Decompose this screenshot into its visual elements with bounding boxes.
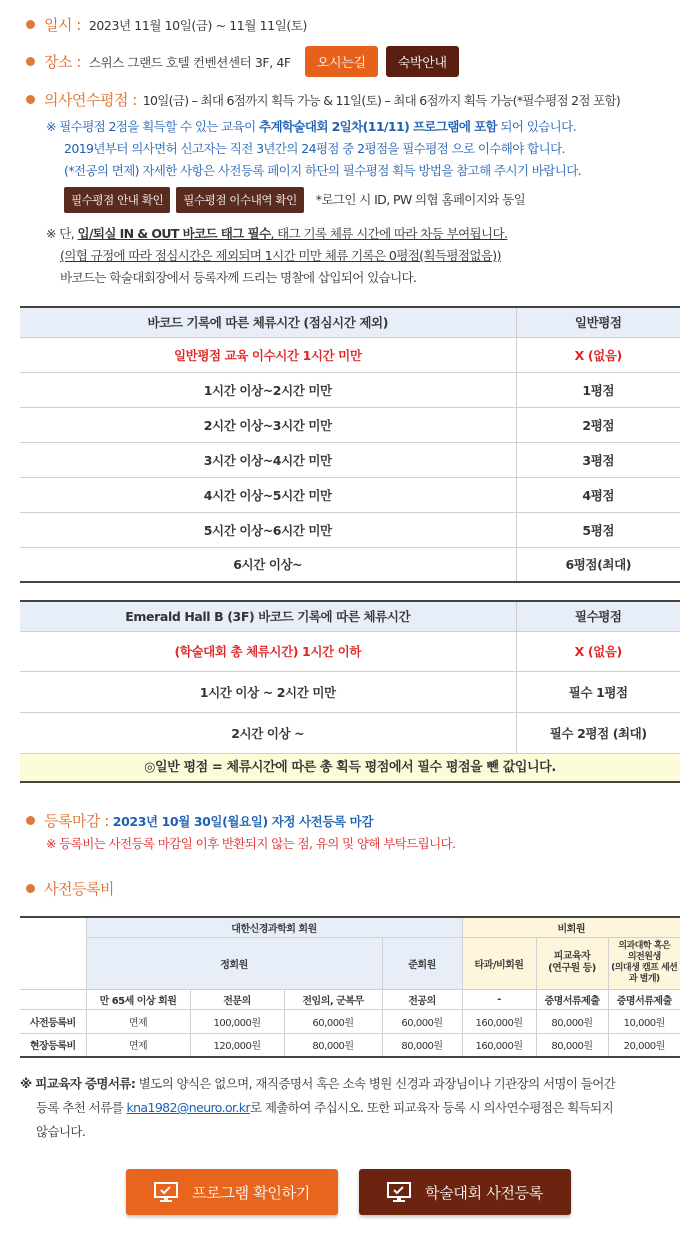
points-formula-note: ◎일반 평점 = 체류시간에 따른 총 획득 평점에서 필수 평점을 뺀 값입니다. [20,753,680,783]
fee-associate-header: 준회원 [382,937,462,989]
deadline-label: 등록마감 : [44,812,109,830]
fee-cell: 80,000원 [382,1033,462,1057]
venue-row [26,46,459,77]
note-text: ※ 단, [46,226,78,241]
table-cell: 1시간 이상 ~ 2시간 미만 [20,671,516,712]
mandatory-points-table [20,600,680,754]
register-button-label: 학술대회 사전등록 [425,1183,543,1202]
venue-label: 장소 : [44,53,81,71]
table-row [20,631,680,671]
barcode-note-line2: (의협 규정에 따라 점심시간은 제외되며 1시간 미만 체류 기록은 0평점(획득평점없음)) [60,248,501,263]
fee-trainee-header: 피교육자 (연구원 등) [536,937,608,989]
lodging-button[interactable]: 숙박안내 [386,46,459,77]
fee-corner [20,917,86,989]
fee-cell: 10,000원 [608,1009,680,1033]
fee-table [20,916,680,1058]
table-cell: 2시간 이상~3시간 미만 [20,407,516,442]
bullet-dot [26,57,35,66]
fee-group-row [20,917,680,937]
register-button[interactable] [359,1169,571,1215]
table-cell: 6시간 이상~ [20,547,516,582]
barcode-note-line1 [46,223,507,245]
fee-other-dept-header: 타과/비회원 [462,937,536,989]
table-row [20,442,680,477]
fee-cell: 60,000원 [284,1009,382,1033]
program-button[interactable] [126,1169,338,1215]
trainee-note-line3: 않습니다. [36,1124,86,1139]
table-row [20,712,680,753]
table-cell: 4시간 이상~5시간 미만 [20,477,516,512]
fee-cell: 120,000원 [190,1033,284,1057]
fee-cell: 20,000원 [608,1033,680,1057]
table-row [20,512,680,547]
note-emphasis: 추계학술대회 2일차(11/11) 프로그램에 포함 [258,119,498,134]
fee-cell: 80,000원 [536,1009,608,1033]
table-header: 필수평점 [516,601,680,631]
fee-subheader: 전공의 [382,989,462,1009]
table-cell: 일반평점 교육 이수시간 1시간 미만 [20,337,516,372]
deadline-row [26,810,373,831]
note-emphasis: 입/퇴실 IN & OUT 바코드 태그 필수 [77,226,271,241]
fee-cell: 면제 [86,1009,190,1033]
date-value: 2023년 11월 10일(금) ~ 11월 11일(토) [88,17,308,33]
fee-cell: 160,000원 [462,1009,536,1033]
email-link[interactable]: kna1982@neuro.or.kr [126,1100,250,1115]
fee-subheader: 전임의, 군복무 [284,989,382,1009]
date-row [26,14,307,35]
fee-subheader: 증명서류제출 [536,989,608,1009]
trainee-note-line2 [36,1097,613,1119]
mandatory-history-button[interactable]: 필수평점 이수내역 확인 [176,187,304,213]
table-header-row [20,307,680,337]
table-header: Emerald Hall B (3F) 바코드 기록에 따른 체류시간 [20,601,516,631]
table-cell: 1평점 [516,372,680,407]
bullet-dot [26,884,35,893]
cme-label: 의사연수평점 : [44,91,137,109]
fee-cell: 80,000원 [536,1033,608,1057]
table-cell: (학술대회 총 체류시간) 1시간 이하 [20,631,516,671]
fee-subheader: 만 65세 이상 회원 [86,989,190,1009]
table-row [20,547,680,582]
fee-cell: 80,000원 [284,1033,382,1057]
table-row [20,1033,680,1057]
program-button-label: 프로그램 확인하기 [192,1183,310,1202]
deadline-value: 2023년 10월 30일(월요일) 자정 사전등록 마감 [112,813,374,829]
table-cell: 2평점 [516,407,680,442]
mandatory-info-button[interactable]: 필수평점 안내 확인 [64,187,170,213]
login-note: *로그인 시 ID, PW 의협 홈페이지와 동일 [315,192,526,207]
table-row [20,372,680,407]
table-cell: 4평점 [516,477,680,512]
table-cell: 2시간 이상 ~ [20,712,516,753]
note-text: 로 제출하여 주십시오. 또한 피교육자 등록 시 의사연수평점은 획득되지 [249,1100,614,1115]
table-cell: X (없음) [516,631,680,671]
monitor-icon [154,1182,178,1202]
fee-subheader: 전문의 [190,989,284,1009]
fee-regular-header: 정회원 [86,937,382,989]
table-cell: 5시간 이상~6시간 미만 [20,512,516,547]
table-row [20,477,680,512]
mandatory-buttons-row [64,187,525,213]
fee-row [26,878,114,899]
fee-subheader: 증명서류제출 [608,989,680,1009]
cme-value: 10일(금) – 최대 6점까지 획득 가능 & 11일(토) – 최대 6점까지 획득 가능(*필수평점 2점 포함) [142,92,620,108]
table-row [20,407,680,442]
table-cell: 1시간 이상~2시간 미만 [20,372,516,407]
note-text: 등록 추천 서류를 [36,1100,127,1115]
monitor-icon [387,1182,411,1202]
cme-row [26,89,620,110]
table-header: 일반평점 [516,307,680,337]
fee-corner [20,989,86,1009]
note-text: ※ 필수평점 2점을 획득할 수 있는 교육이 [46,119,259,134]
trainee-note-title: ※ 피교육자 증명서류: [20,1076,136,1091]
table-cell: 필수 2평점 (최대) [516,712,680,753]
fee-subheader: - [462,989,536,1009]
fee-member-group: 대한신경과학회 회원 [86,917,462,937]
note-text: 되어 있습니다. [497,119,577,134]
date-label: 일시 : [44,16,81,34]
table-header-row [20,601,680,631]
fee-row-label: 사전등록비 [20,1009,86,1033]
directions-button[interactable]: 오시는길 [305,46,378,77]
refund-note: ※ 등록비는 사전등록 마감일 이후 반환되지 않는 점, 유의 및 양해 부탁드립니다. [46,836,456,851]
table-cell: 5평점 [516,512,680,547]
mandatory-note-line1 [46,116,576,138]
bullet-dot [26,816,35,825]
note-text: 별도의 양식은 없으며, 재직증명서 혹은 소속 병원 신경과 과장님이나 기관장의 서명이 들어간 [135,1076,616,1091]
fee-category-row [20,937,680,989]
fee-cell: 160,000원 [462,1033,536,1057]
mandatory-note-line3: (*전공의 면제) 자세한 사항은 사전등록 페이지 하단의 필수평점 획득 방법을 참고해 주시기 바랍니다. [64,163,582,178]
fee-row-label: 현장등록비 [20,1033,86,1057]
fee-subheader-row [20,989,680,1009]
table-cell: 필수 1평점 [516,671,680,712]
table-cell: 6평점(최대) [516,547,680,582]
fee-cell: 100,000원 [190,1009,284,1033]
table-cell: X (없음) [516,337,680,372]
table-row [20,671,680,712]
general-points-table [20,306,680,583]
table-header: 바코드 기록에 따른 체류시간 (점심시간 제외) [20,307,516,337]
table-cell: 3시간 이상~4시간 미만 [20,442,516,477]
bullet-dot [26,20,35,29]
fee-label: 사전등록비 [44,880,114,898]
table-row [20,1009,680,1033]
fee-nonmember-group: 비회원 [462,917,680,937]
venue-value: 스위스 그랜드 호텔 컨벤션센터 3F, 4F [88,54,291,70]
fee-cell: 면제 [86,1033,190,1057]
table-row [20,337,680,372]
fee-student-header: 의과대학 혹은 의전원생 (의대생 캠프 세션 과 별개) [608,937,680,989]
fee-cell: 60,000원 [382,1009,462,1033]
note-text: , 태그 기록 체류 시간에 따라 차등 부여됩니다. [270,226,508,241]
bullet-dot [26,95,35,104]
mandatory-note-line2: 2019년부터 의사면허 신고자는 직전 3년간의 24평점 중 2평점을 필수평점 으로 이수해야 합니다. [64,141,565,156]
trainee-note-line1 [20,1073,615,1095]
table-cell: 3평점 [516,442,680,477]
barcode-note-line3: 바코드는 학술대회장에서 등록자께 드리는 명찰에 삽입되어 있습니다. [60,270,417,285]
